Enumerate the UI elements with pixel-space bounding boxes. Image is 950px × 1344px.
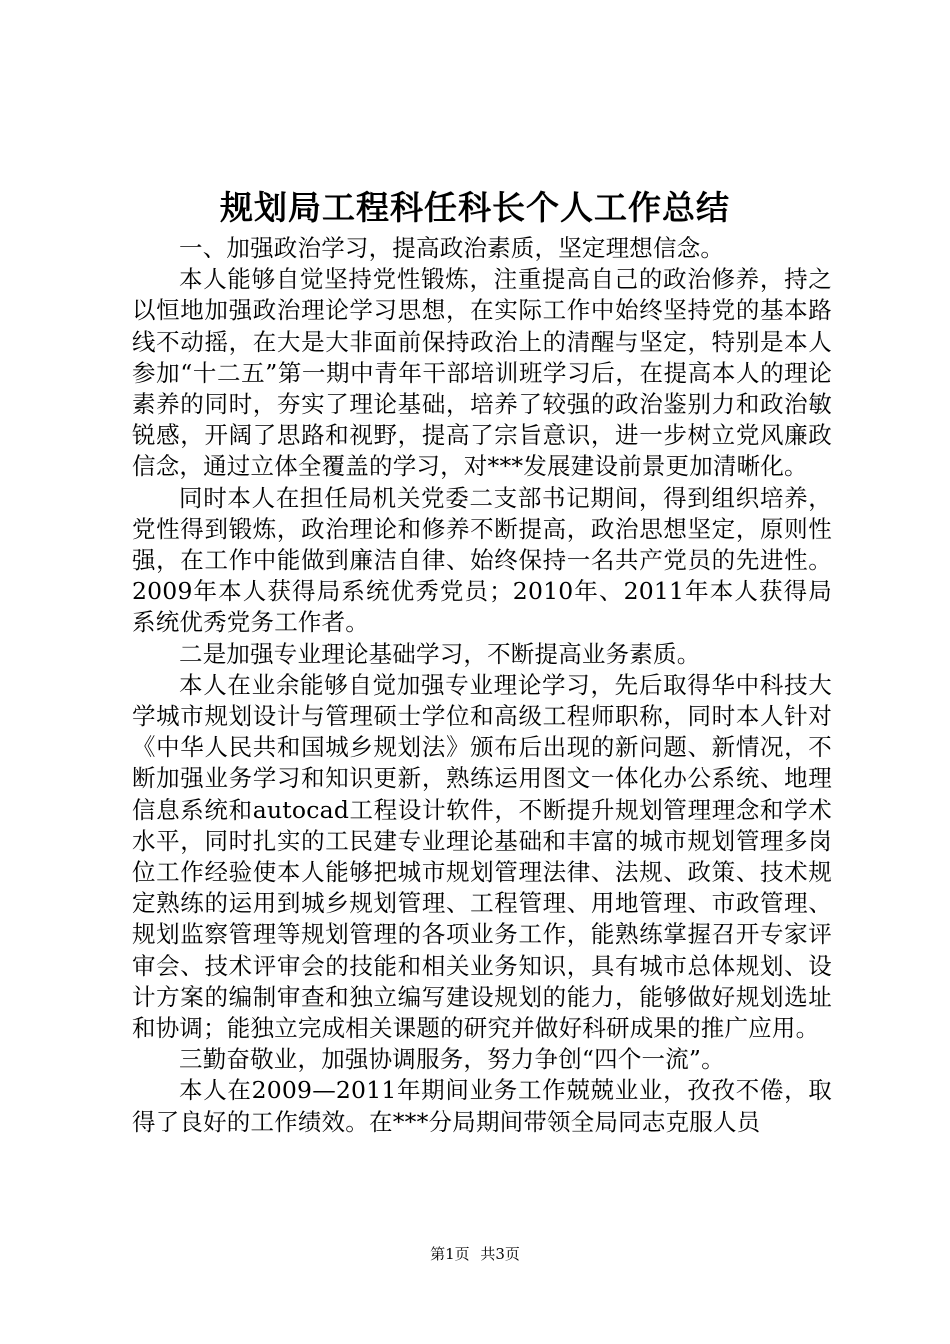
paragraph-work-performance: 本人在2009—2011年期间业务工作兢兢业业，孜孜不倦，取得了良好的工作绩效。在***分局期间带领全局同志克服人员 (132, 1076, 832, 1136)
page-number: 第1页 (430, 1245, 470, 1263)
page-footer (0, 1244, 950, 1264)
document-body (132, 233, 832, 1138)
page-total: 共3页 (480, 1245, 520, 1263)
section-heading-3: 三勤奋敬业，加强协调服务，努力争创“四个一流”。 (179, 1045, 725, 1074)
paragraph-political-study: 本人能够自觉坚持党性锻炼，注重提高自己的政治修养，持之以恒地加强政治理论学习思想，在实际工作中始终坚持党的基本路线不动摇，在大是大非面前保持政治上的清醒与坚定，特别是本人参加“十二五”第一期中青年干部培训班学习后，在提高本人的理论素养的同时，夯实了理论基础，培养了较强的政治鉴别力和政治敏锐感，开阔了思路和视野，提高了宗旨意识，进一步树立党风廉政信念，通过立体全覆盖的学习，对***发展建设前景更加清晰化。 (132, 265, 832, 481)
section-heading-2: 二是加强专业理论基础学习，不断提高业务素质。 (179, 639, 701, 668)
paragraph-party-branch: 同时本人在担任局机关党委二支部书记期间，得到组织培养，党性得到锻炼，政治理论和修养不断提高，政治思想坚定，原则性强，在工作中能做到廉洁自律、始终保持一名共产党员的先进性。2009年本人获得局系统优秀党员；2010年、2011年本人获得局系统优秀党务工作者。 (132, 483, 832, 637)
document-title: 规划局工程科任科长个人工作总结 (220, 188, 730, 227)
section-heading-1: 一、加强政治学习，提高政治素质，坚定理想信念。 (179, 234, 725, 262)
paragraph-professional-study: 本人在业余能够自觉加强专业理论学习，先后取得华中科技大学城市规划设计与管理硕士学位和高级工程师职称，同时本人针对《中华人民共和国城乡规划法》颁布后出现的新问题、新情况，不断加强业务学习和知识更新，熟练运用图文一体化办公系统、地理信息系统和autocad工程设计软件，不断提升规划管理理念和学术水平，同时扎实的工民建专业理论基础和丰富的城市规划管理多岗位工作经验使本人能够把城市规划管理法律、法规、政策、技术规定熟练的运用到城乡规划管理、工程管理、用地管理、市政管理、规划监察管理等规划管理的各项业务工作，能熟练掌握召开专家评审会、技术评审会的技能和相关业务知识，具有城市总体规划、设计方案的编制审查和独立编写建设规划的能力，能够做好规划选址和协调；能独立完成相关课题的研究并做好科研成果的推广应用。 (132, 670, 832, 1043)
